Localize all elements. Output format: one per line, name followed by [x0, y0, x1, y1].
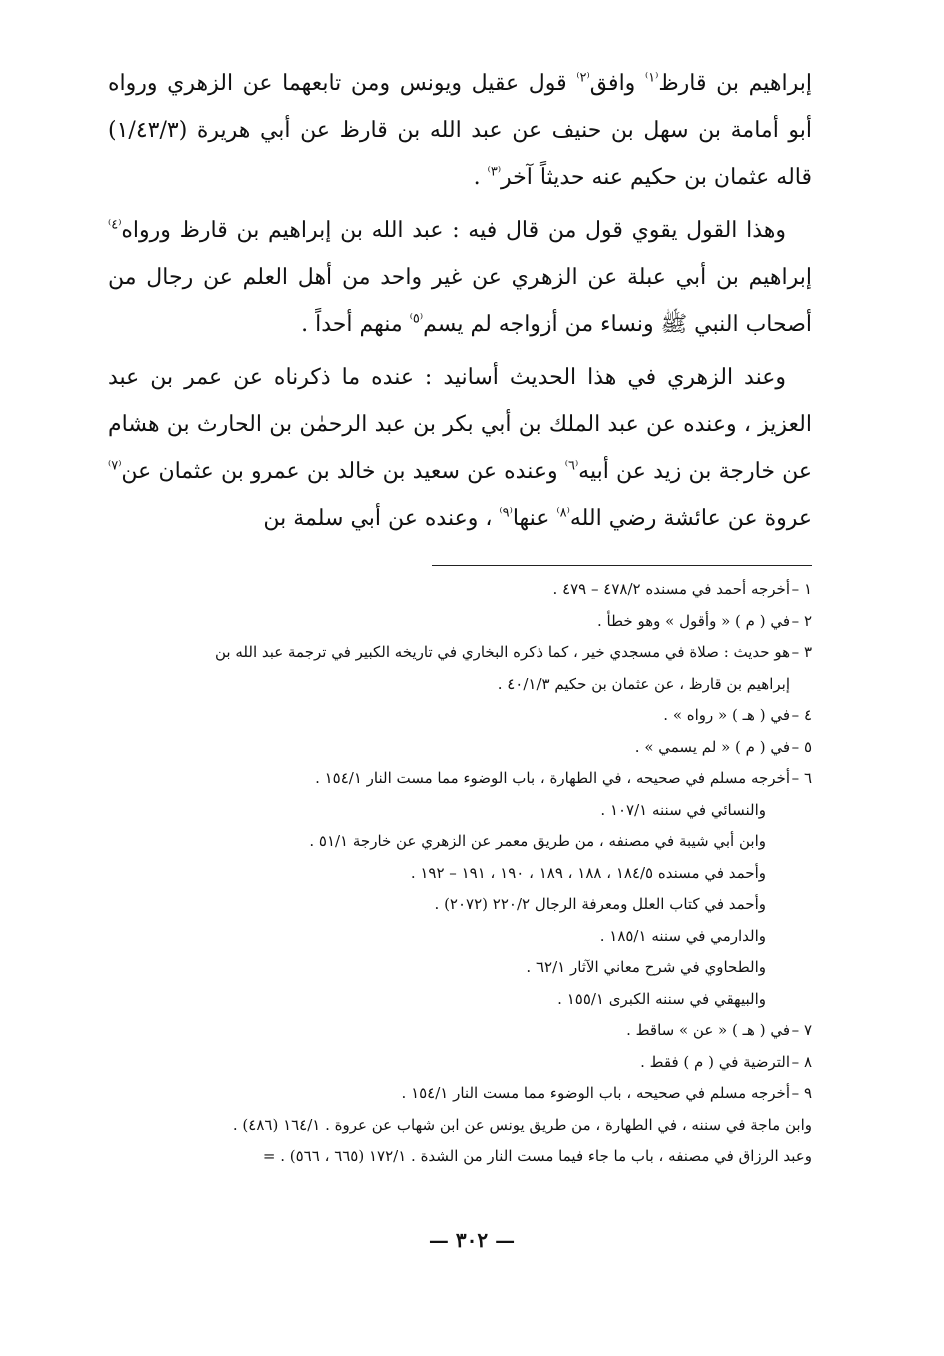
footnote-line: [108, 700, 812, 732]
footnote-line: [108, 1141, 812, 1173]
footnote-line: [108, 1047, 812, 1079]
footnote-line: [108, 1015, 812, 1047]
footnote-ref-2[interactable]: ⁽٢⁾: [576, 70, 590, 86]
footnote-line: [108, 952, 812, 984]
footnote-line: [108, 921, 812, 953]
footnote-text: أخرجه مسلم في صحيحه ، باب الوضوء مما مست النار ١٥٤/١ .: [401, 1084, 790, 1102]
footnote-ref-4[interactable]: ⁽٤⁾: [108, 217, 122, 233]
footnotes: [108, 574, 812, 1173]
page-number: — ٣٠٢ —: [428, 1228, 516, 1252]
footnote-line: [108, 795, 812, 827]
footnote-separator: [432, 565, 812, 566]
footnote-text: وعبد الرزاق في مصنفه ، باب ما جاء فيما مست النار من الشدة . ١٧٢/١ (٦٦٥ ، ٥٦٦) . =: [262, 1147, 812, 1165]
footnote-number: ١ –: [791, 580, 812, 598]
footnote-number: ٣ –: [791, 643, 812, 661]
footnote-ref-9[interactable]: ⁽٩⁾: [499, 505, 513, 521]
footnote-text: وابن أبي شيبة في مصنفه ، من طريق معمر عن الزهري عن خارجة ٥١/١ .: [309, 832, 766, 850]
footnote-line: [108, 732, 812, 764]
footnote-text: أخرجه مسلم في صحيحه ، في الطهارة ، باب الوضوء مما مست النار ١٥٤/١ .: [315, 769, 790, 787]
footnote-text: إبراهيم بن قارظ ، عن عثمان بن حكيم ٤٠/١/٣ .: [497, 674, 790, 693]
footnote-ref-8[interactable]: ⁽٨⁾: [556, 505, 570, 521]
footnote-line: [108, 984, 812, 1016]
footnote-text: في ( م ) « لم يسمي » .: [634, 737, 790, 756]
main-text: [108, 60, 812, 548]
footnote-text: أخرجه أحمد في مسنده ٤٧٨/٢ – ٤٧٩ .: [552, 580, 790, 598]
footnote-line: [108, 826, 812, 858]
footnote-number: ٤ –: [791, 706, 812, 724]
footnote-text: الترضية في ( م ) فقط .: [640, 1052, 790, 1071]
footnote-number: ٨ –: [791, 1052, 812, 1071]
footnote-line: [108, 889, 812, 921]
footnote-ref-1[interactable]: ⁽١⁾: [644, 70, 659, 86]
footnote-line: [108, 637, 812, 669]
paragraph-2: وهذا القول يقوي قول من قال فيه : عبد الله بن إبراهيم بن قارظ ورواه$^{^(٤^)}$ إبراهيم بن أبي عبلة عن الزهري عن غير واحد من أهل العلم عن رجال من أصحاب النبي ﷺ ونساء من أزواجه لم يسم$^{^(٥^)}$ منهم أحداً .: [108, 217, 812, 337]
footnote-line: [108, 574, 812, 606]
footnote-text: والنسائي في سننه ١٠٧/١ .: [600, 800, 766, 819]
footnote-line: [108, 669, 812, 701]
footnote-number: ٩ –: [791, 1084, 812, 1102]
footnote-ref-7[interactable]: ⁽٧⁾: [108, 458, 122, 474]
paragraph-3: وعند الزهري في هذا الحديث أسانيد : عنده ما ذكرناه عن عمر بن عبد العزيز ، وعنده عن عبد الملك بن أبي بكر بن عبد الرحمٰن بن الحارث بن هشام عن خارجة بن زيد عن أبيه$^{^(٦^)}$ وعنده عن سعيد بن خالد بن عمرو بن عثمان عن$^{^(٧^)}$ عروة عن عائشة رضي الله$^{^(٨^)}$ عنها$^{^(٩^)}$ ، وعنده عن أبي سلمة بن: [108, 365, 812, 531]
footnote-text: وابن ماجة في سننه ، في الطهارة ، من طريق يونس عن ابن شهاب عن عروة . ١٦٤/١ (٤٨٦) .: [232, 1115, 812, 1134]
paragraph-1: إبراهيم بن قارظ$^{^(١^)}$ وافق$^{^(٢^)}$ قول عقيل ويونس ومن تابعهما عن الزهري ورواه أبو أمامة بن سهل بن حنيف عن عبد الله بن قارظ عن أبي هريرة (١/٤٣/٣) قاله عثمان بن حكيم عنه حديثاً آخر$^{^(٣^)}$ .: [108, 70, 813, 190]
footnote-number: ٦ –: [791, 769, 812, 787]
footnote-number: ٢ –: [791, 611, 812, 630]
footnote-ref-5[interactable]: ⁽٥⁾: [409, 311, 424, 327]
footnote-line: [108, 1110, 812, 1142]
footnote-text: وأحمد في مسنده ١٨٤/٥ ، ١٨٨ ، ١٨٩ ، ١٩٠ ، ١٩١ – ١٩٢ .: [410, 863, 766, 882]
footnote-number: ٥ –: [791, 737, 812, 756]
footnote-text: في ( هـ ) « عن » ساقط .: [626, 1021, 790, 1039]
footnote-text: هو حديث : صلاة في مسجدي خير ، كما ذكره البخاري في تاريخه الكبير في ترجمة عبد الله بن: [215, 643, 790, 661]
footnote-text: والدارمي في سننه ١٨٥/١ .: [599, 926, 766, 945]
footnote-text: وأحمد في كتاب العلل ومعرفة الرجال ٢٢٠/٢ (٢٠٧٢) .: [434, 895, 766, 913]
footnote-text: في ( هـ ) « رواه » .: [663, 706, 790, 724]
footnote-line: [108, 606, 812, 638]
footnote-line: [108, 1078, 812, 1110]
footnote-line: [108, 763, 812, 795]
footnote-text: والبيهقي في سننه الكبرى ١٥٥/١ .: [557, 989, 766, 1008]
footnote-ref-3[interactable]: ⁽٣⁾: [487, 164, 502, 180]
footnote-text: في ( م ) « وأقول » وهو خطأ .: [597, 611, 790, 630]
footnote-text: والطحاوي في شرح معاني الآثار ٦٢/١ .: [526, 958, 766, 976]
footnote-number: ٧ –: [791, 1021, 812, 1039]
footnote-ref-6[interactable]: ⁽٦⁾: [564, 458, 579, 474]
footnote-line: [108, 858, 812, 890]
